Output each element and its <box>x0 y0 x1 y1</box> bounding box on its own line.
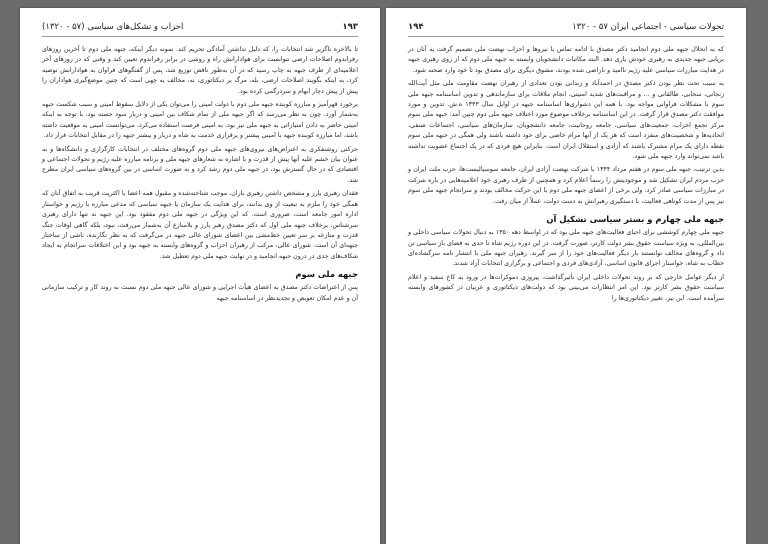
paragraph: فقدان رهبری بارز و مشخص داشتن رهبری باران، موجب شناخته‌شده و مقبول همه اعضا با اکثریت قریب به اتفاق آنان که همگی خود را ملزم به تبعیت از وی بدانند، برای هدایت یک سازمان یا جبهه سیاسی که مدعی مبارزه با رژیم و خواستار اداره امور جامعه است، ضروری است. که این ویژگی در جبهه ملی دوم مفقود بود. این جبهه نه تنها دارای رهبری سرشناس، برخلاف جبهه ملی اول که دکتر مصدق رهبر بارز و بلامنازع آن به‌شمار می‌رفت، نبود، بلکه گاهی اوقات جنگ قدرت و منازعه بر سر تعیین خط‌مشی بین اعضای شورای عالی جبهه در می‌گرفت که به نظر نگارنده، ناشی از ساختار جبهه‌ای آن است. شورای عالی، مرکب از رهبران احزاب و گروه‌های وابسته به جبهه بود و این اختلافات سرانجام به ایجاد شکاف‌های جدی در درون جبهه انجامید و در نهایت جبهه ملی دوم تعطیل شد. <box>42 190 358 260</box>
right-page <box>386 8 746 544</box>
paragraph: برخورد قهرآمیز و مبارزه کوبنده جبهه ملی دوم با دولت امینی را می‌توان یکی از دلایل سقوط امینی و سبب شکست جبهه به‌شمار آورد. چون به نظر می‌رسد که اگر جبهه ملی از تمام شکاف بین امینی و دربار سود جسته بود، با توجه به اینکه امینی حاضر به دادن امتیازاتی به جبهه ملی نیز بود، به امینی فرصت استفاده می‌کرد، می‌توانست امینی به موقعیت داشته باشد، اما مبارزه کوبنده جبهه با امینی پیشتر و برقراری خدمت به شاه و دربار و بیشتر جبهه را در مقابل انتخابات قرار داد. <box>42 101 358 140</box>
left-running-title: احزاب و تشکل‌های سیاسی (۵۷ - ۱۳۲۰) <box>42 22 184 32</box>
paragraph: تا بالاخره ناگزیر شد انتخابات را، که دلیل نداشتن آمادگی تحریم کند. نمونه دیگر اینکه، جبهه ملی دوم تا آخرین روزهای رفراندوم اصلاحات ارضی نتوانست برای هوادارانش راه و روشی در برابر رفراندوم تعیین کند و وقتی که در روزهای آخر اعلامیه‌ای از طرف جبهه به چاپ رسید که در آن به‌طور ناقص توزیع شد، پس از گفتگوهای فراوان به هوادارانش توصیه کرد، به اینکه بگویند اصلاحات ارضی، بله، مرگ بر دیکتاتوری، نه، مخالف یه چهی است که چنین موضع‌گیری هواداران را پیش از پیش دچار ابهام و سردرگمی کرده بود. <box>42 46 358 95</box>
section-heading: جبهه ملی سوم <box>295 269 358 280</box>
right-page-number: ۱۹۴ <box>408 22 424 32</box>
left-running-head <box>42 22 358 37</box>
right-running-head <box>408 22 724 37</box>
section-heading: جبهه ملی چهارم و بستر سیاسی تشکیل آن <box>546 214 724 225</box>
right-page-body <box>408 45 724 304</box>
paragraph: جبهه ملی چهارم کوششی برای احیای فعالیت‌های جبهه ملی بود که در اواسط دهه ۱۳۵۰ به دنبال تحولات سیاسی داخلی و بین‌المللی، به ویژه سیاست حقوق بشر دولت کارتر، صورت گرفت. در این دوره رژیم شاه تا حدی به فضای باز سیاسی تن داد و گروه‌های مخالف توانستند بار دیگر فعالیت‌های خود را از سر گیرند. رهبران جبهه ملی با انتشار نامه سرگشاده‌ای خطاب به شاه، خواستار اجرای قانون اساسی، آزادی‌های فردی و اجتماعی و برگزاری انتخابات آزاد شدند. <box>408 229 725 268</box>
left-page <box>20 8 380 544</box>
left-page-body <box>42 45 358 304</box>
paragraph: حرکتی روشنفکری به اعتراض‌های نیروی‌های جبهه ملی دوم گروه‌های مختلف در انتخابات کارگزاری و دانشگاه‌ها و به عنوان بیان خشم علیه آنها پیش از قدرت و با اشاره به شعارهای جبهه ملی و برنامه مبارزه علیه رژیم و تحولات اجتماعی و اقتصادی که در حال گسترش بود، در جبهه ملی دوم رشد کرد و به صورت اساسی در بین گروه‌های سیاسی ایران مطرح شد. <box>42 145 358 184</box>
paragraph: پس از اعتراضات دکتر مصدق به اعضای هیأت اجرایی و شورای عالی جبهه ملی دوم نسبت به روند کار و ترکیب سازمانی آن و عدم امکان تعویض و تجدیدنظر در اساسنامه جبهه <box>42 284 358 302</box>
paragraph: از دیگر عوامل خارجی که بر روند تحولات داخلی ایران تأثیرگذاشت، پیروزی دموکرات‌ها در ورود به کاخ سفید و اعلام سیاست حقوق بشر کارتر بود. این امر انتظارات می‌بینی بود که دولت‌های دیکتاتوری و عربیان در کشورهای وابسته سرآمده است. این نیز، تغییر دیکتاتوری‌ها را <box>408 273 724 302</box>
paragraph: بدین ترتیب، جبهه ملی سوم در هفتم مرداد ۱۳۴۴ با شرکت نهضت آزادی ایران، جامعه سوسیالیست‌ها، حزب ملت ایران و حزب مردم ایران تشکیل شد و موجودیتش را رسماً اعلام کرد و همچنین از طرف رهبری خود اعلامیه‌هایی در باره شرکت در مبارزات سیاسی صادر کرد. ولی برخی از اعضای جبهه ملی دوم با این حرکت مخالف بودند و سرانجام جبهه ملی سوم نیز پس از مدت کوتاهی فعالیت، با دستگیری رهبرانش به دست دولت، عملاً از میان رفت. <box>408 166 724 205</box>
left-page-number: ۱۹۳ <box>342 22 358 32</box>
paragraph: به سبب تحت نظر بودن دکتر مصدق در احمدآباد و زندانی بودن تعدادی از رهبران نهضت مقاومت ملی مثل آیت‌الله زنجانی، سحابی، طالقانی و ... و مراقبت‌های شدید امنیتی، انجام ملاقات برای سازماندهی و تدوین اساسنامه جبهه ملی سوم با مشکلات فراوانی مواجه بود. با همه این دشواری‌ها اساسنامه جبهه در اوایل سال ۱۳۴۳ ه.ش. تدوین و مورد موافقت دکتر مصدق قرار گرفت. در این اساسنامه برخلاف موضوع مورد اختلاف جبهه ملی دوم چنین آمد: جبهه ملی سوم مرکز تجمع احزاب، جمعیت‌های سیاسی، جامعه روحانیت، جامعه دانشجویان، سازمان‌های سیاسی، اجتماعات صنفی، اتحادیه‌ها و شخصیت‌های منفرد است که هر یک از آنها مرام خاصی برای خود داشته باشند ولی همگی در جبهه ملی سوم نقطه دارای یک مرام مشترک باشند که آزادی و استقلال ایران است. بنابراین هیچ فردی که در یک اجتماع عضویت نداشته باشد نمی‌تواند وارد جبهه ملی شود. <box>408 80 724 161</box>
right-running-title: تحولات سیاسی - اجتماعی ایران ۵۷ - ۱۳۲۰ <box>572 22 724 32</box>
paragraph: که به انحلال جبهه ملی دوم انجامید دکتر مصدق با ادامه تماس با نیروها و احزاب نهضت ملی تصمیم گرفت به آنان در برپایی جبهه جدیدی به رهبری خودش یاری دهد. البته مکاتبات دانشجویان وابسته به جبهه ملی دوم که از روی رهبری جبهه در هدایت مبارزات سیاسی علیه رژیم ناامید و ناراضی شده بودند، مشوق دیگری برای مصدق بود تا خود وارد صحنه شود. <box>408 46 724 74</box>
